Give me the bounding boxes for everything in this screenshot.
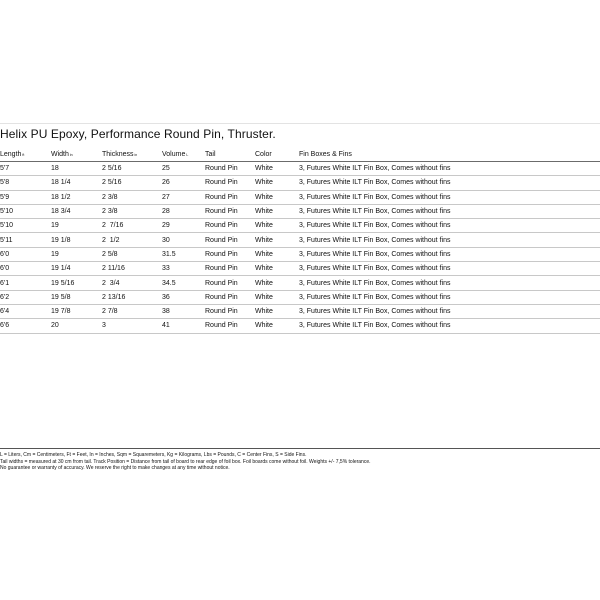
table-row	[0, 290, 600, 304]
cell-thickness: 2 3/8	[102, 190, 162, 204]
table-row	[0, 319, 600, 333]
cell-color: White	[255, 304, 299, 318]
cell-length: 6'6	[0, 319, 51, 333]
cell-thickness: 2 7/16	[102, 219, 162, 233]
header-thickness: Thicknessin	[102, 147, 162, 162]
cell-color: White	[255, 247, 299, 261]
cell-fin-boxes: 3, Futures White ILT Fin Box, Comes without fins	[299, 233, 600, 247]
cell-fin-boxes: 3, Futures White ILT Fin Box, Comes without fins	[299, 247, 600, 261]
cell-width: 18	[51, 162, 102, 176]
top-divider	[0, 123, 600, 124]
cell-volume: 27	[162, 190, 205, 204]
cell-thickness: 2 11/16	[102, 262, 162, 276]
header-unit: in	[69, 152, 73, 157]
cell-color: White	[255, 319, 299, 333]
cell-volume: 26	[162, 176, 205, 190]
cell-color: White	[255, 162, 299, 176]
table-row	[0, 219, 600, 233]
cell-width: 19 5/16	[51, 276, 102, 290]
cell-volume: 28	[162, 204, 205, 218]
cell-thickness: 2 13/16	[102, 290, 162, 304]
cell-length: 6'1	[0, 276, 51, 290]
footnote-abbreviations: L = Liters, Cm = Centimeters, Ft = Feet, In = Inches, Sqm = Squaremeters, Kg = Kilograms, Lbs = Pounds, C = Center Fins, S = Side Fins.	[0, 452, 307, 458]
cell-thickness: 3	[102, 319, 162, 333]
specs-table	[0, 147, 600, 334]
cell-fin-boxes: 3, Futures White ILT Fin Box, Comes without fins	[299, 276, 600, 290]
cell-thickness: 2 3/8	[102, 204, 162, 218]
cell-tail: Round Pin	[205, 276, 255, 290]
cell-tail: Round Pin	[205, 190, 255, 204]
cell-color: White	[255, 190, 299, 204]
table-row	[0, 233, 600, 247]
table-row	[0, 276, 600, 290]
cell-thickness: 2 5/16	[102, 162, 162, 176]
cell-volume: 29	[162, 219, 205, 233]
cell-volume: 34.5	[162, 276, 205, 290]
header-volume: VolumeL	[162, 147, 205, 162]
cell-volume: 38	[162, 304, 205, 318]
cell-width: 19	[51, 247, 102, 261]
cell-width: 19 5/8	[51, 290, 102, 304]
page-title: Helix PU Epoxy, Performance Round Pin, Thruster.	[0, 127, 276, 141]
header-color: Color	[255, 147, 299, 162]
cell-tail: Round Pin	[205, 233, 255, 247]
cell-tail: Round Pin	[205, 176, 255, 190]
cell-thickness: 2 5/8	[102, 247, 162, 261]
table-row	[0, 162, 600, 176]
cell-tail: Round Pin	[205, 304, 255, 318]
cell-fin-boxes: 3, Futures White ILT Fin Box, Comes without fins	[299, 176, 600, 190]
table-header-row	[0, 147, 600, 162]
cell-length: 6'2	[0, 290, 51, 304]
cell-fin-boxes: 3, Futures White ILT Fin Box, Comes without fins	[299, 190, 600, 204]
cell-thickness: 2 7/8	[102, 304, 162, 318]
cell-fin-boxes: 3, Futures White ILT Fin Box, Comes without fins	[299, 319, 600, 333]
header-unit: L	[186, 152, 189, 157]
cell-fin-boxes: 3, Futures White ILT Fin Box, Comes without fins	[299, 262, 600, 276]
table-row	[0, 190, 600, 204]
cell-color: White	[255, 290, 299, 304]
cell-length: 6'4	[0, 304, 51, 318]
header-unit: ft	[22, 152, 25, 157]
table-row	[0, 176, 600, 190]
cell-color: White	[255, 219, 299, 233]
cell-fin-boxes: 3, Futures White ILT Fin Box, Comes without fins	[299, 290, 600, 304]
header-length: Lengthft	[0, 147, 51, 162]
table-row	[0, 204, 600, 218]
footnote-disclaimer: No guarantee or warranty of accuracy. We reserve the right to make changes at any time without notice.	[0, 465, 230, 471]
cell-color: White	[255, 233, 299, 247]
cell-fin-boxes: 3, Futures White ILT Fin Box, Comes without fins	[299, 204, 600, 218]
cell-fin-boxes: 3, Futures White ILT Fin Box, Comes without fins	[299, 304, 600, 318]
cell-volume: 31.5	[162, 247, 205, 261]
cell-thickness: 2 3/4	[102, 276, 162, 290]
header-tail: Tail	[205, 147, 255, 162]
cell-fin-boxes: 3, Futures White ILT Fin Box, Comes without fins	[299, 162, 600, 176]
cell-width: 19	[51, 219, 102, 233]
cell-volume: 30	[162, 233, 205, 247]
cell-length: 6'0	[0, 262, 51, 276]
cell-color: White	[255, 204, 299, 218]
cell-color: White	[255, 176, 299, 190]
cell-volume: 25	[162, 162, 205, 176]
header-fin-boxes: Fin Boxes & Fins	[299, 147, 600, 162]
cell-thickness: 2 1/2	[102, 233, 162, 247]
cell-color: White	[255, 262, 299, 276]
cell-width: 19 1/4	[51, 262, 102, 276]
bottom-divider	[0, 448, 600, 449]
cell-width: 18 1/2	[51, 190, 102, 204]
cell-length: 5'9	[0, 190, 51, 204]
cell-tail: Round Pin	[205, 162, 255, 176]
cell-length: 5'10	[0, 204, 51, 218]
cell-volume: 36	[162, 290, 205, 304]
cell-fin-boxes: 3, Futures White ILT Fin Box, Comes without fins	[299, 219, 600, 233]
cell-volume: 33	[162, 262, 205, 276]
header-width: Widthin	[51, 147, 102, 162]
footnote-measurements: Tail widths = measured at 30 cm from tail. Track Position = Distance from tail of board to rear edge of foil box. Foil boards come without foil. Weights +/- 7,5% tolerance.	[0, 458, 371, 465]
table-row	[0, 262, 600, 276]
table-row	[0, 247, 600, 261]
cell-thickness: 2 5/16	[102, 176, 162, 190]
cell-width: 20	[51, 319, 102, 333]
cell-width: 18 1/4	[51, 176, 102, 190]
cell-length: 5'10	[0, 219, 51, 233]
cell-width: 18 3/4	[51, 204, 102, 218]
cell-tail: Round Pin	[205, 204, 255, 218]
cell-length: 6'0	[0, 247, 51, 261]
cell-tail: Round Pin	[205, 219, 255, 233]
header-unit: in	[134, 152, 138, 157]
cell-length: 5'8	[0, 176, 51, 190]
cell-tail: Round Pin	[205, 247, 255, 261]
footnotes	[0, 452, 600, 472]
cell-tail: Round Pin	[205, 262, 255, 276]
cell-color: White	[255, 276, 299, 290]
cell-length: 5'7	[0, 162, 51, 176]
cell-length: 5'11	[0, 233, 51, 247]
cell-tail: Round Pin	[205, 290, 255, 304]
cell-width: 19 7/8	[51, 304, 102, 318]
cell-width: 19 1/8	[51, 233, 102, 247]
cell-tail: Round Pin	[205, 319, 255, 333]
cell-volume: 41	[162, 319, 205, 333]
table-row	[0, 304, 600, 318]
